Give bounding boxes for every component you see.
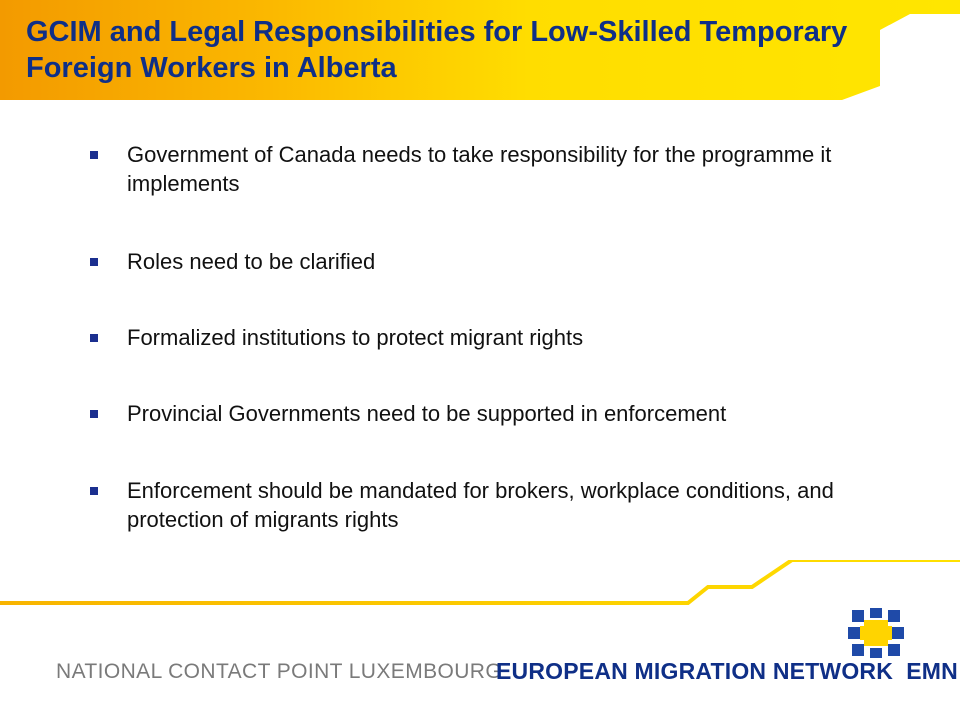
bullet-item — [90, 323, 887, 352]
bullet-item — [90, 140, 887, 198]
square-bullet-icon — [90, 487, 98, 495]
slide-title: GCIM and Legal Responsibilities for Low-Skilled Temporary Foreign Workers in Alberta — [26, 16, 848, 84]
emn-acronym: EMN — [906, 658, 958, 684]
emn-network-name: EUROPEAN MIGRATION NETWORK — [496, 658, 894, 684]
national-contact-point-label: NATIONAL CONTACT POINT LUXEMBOURG — [56, 660, 503, 683]
title-banner — [0, 0, 960, 100]
bullet-text: Provincial Governments need to be supported in enforcement — [127, 401, 727, 426]
square-bullet-icon — [90, 258, 98, 266]
square-bullet-icon — [90, 334, 98, 342]
square-bullet-icon — [90, 410, 98, 418]
bullet-text: Government of Canada needs to take responsibility for the programme it implements — [127, 142, 832, 196]
bullet-text: Formalized institutions to protect migrant rights — [127, 325, 584, 350]
footer-divider-line — [0, 560, 960, 610]
bullet-item — [90, 399, 887, 428]
bullet-item — [90, 247, 887, 276]
bullet-item — [90, 476, 887, 534]
bullet-text: Enforcement should be mandated for brokers, workplace conditions, and protection of migrants rights — [127, 478, 834, 532]
bullet-text: Roles need to be clarified — [127, 249, 376, 274]
square-bullet-icon — [90, 151, 98, 159]
emn-network-label — [496, 658, 958, 685]
emn-star-logo-icon — [848, 608, 906, 658]
